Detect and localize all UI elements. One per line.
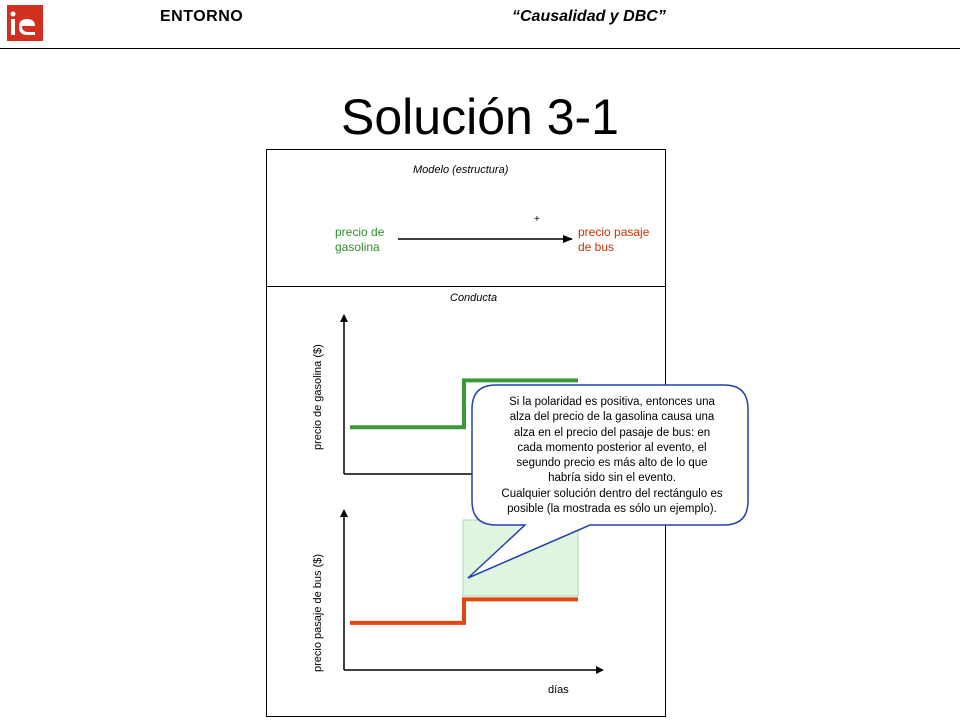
page-title: Solución 3-1 — [341, 89, 619, 145]
x-axis-label: días — [548, 684, 569, 696]
conduct-heading: Conducta — [450, 292, 498, 304]
callout-line: habría sido sin el evento. — [548, 472, 676, 485]
effect-label-line2: de bus — [578, 240, 615, 254]
bottom-chart-ylabel: precio pasaje de bus ($) — [312, 553, 324, 672]
callout-line: cada momento posterior al evento, el — [517, 441, 707, 454]
bus-fare-line — [350, 599, 578, 623]
top-chart-ylabel: precio de gasolina ($) — [312, 344, 324, 450]
callout-text — [476, 395, 748, 517]
cause-label-line2: gasolina — [335, 240, 380, 254]
callout-line: Si la polaridad es positiva, entonces una — [509, 396, 715, 408]
effect-label-line1: precio pasaje — [578, 225, 650, 239]
callout-line: alza en el precio del pasaje de bus: en — [513, 426, 711, 439]
header-topic: “Causalidad y DBC” — [512, 8, 666, 25]
callout-line: posible (la mostrada es sólo un ejemplo). — [507, 503, 717, 516]
callout-line: alza del precio de la gasolina causa una — [509, 411, 715, 424]
cause-label-line1: precio de — [335, 225, 385, 239]
callout-line: segundo precio es más alto de lo que — [516, 457, 708, 470]
polarity-sign: + — [534, 214, 540, 225]
header-section: ENTORNO — [160, 8, 244, 25]
model-heading: Modelo (estructura) — [413, 164, 509, 176]
callout-line: Cualquier solución dentro del rectángulo es — [501, 487, 723, 500]
